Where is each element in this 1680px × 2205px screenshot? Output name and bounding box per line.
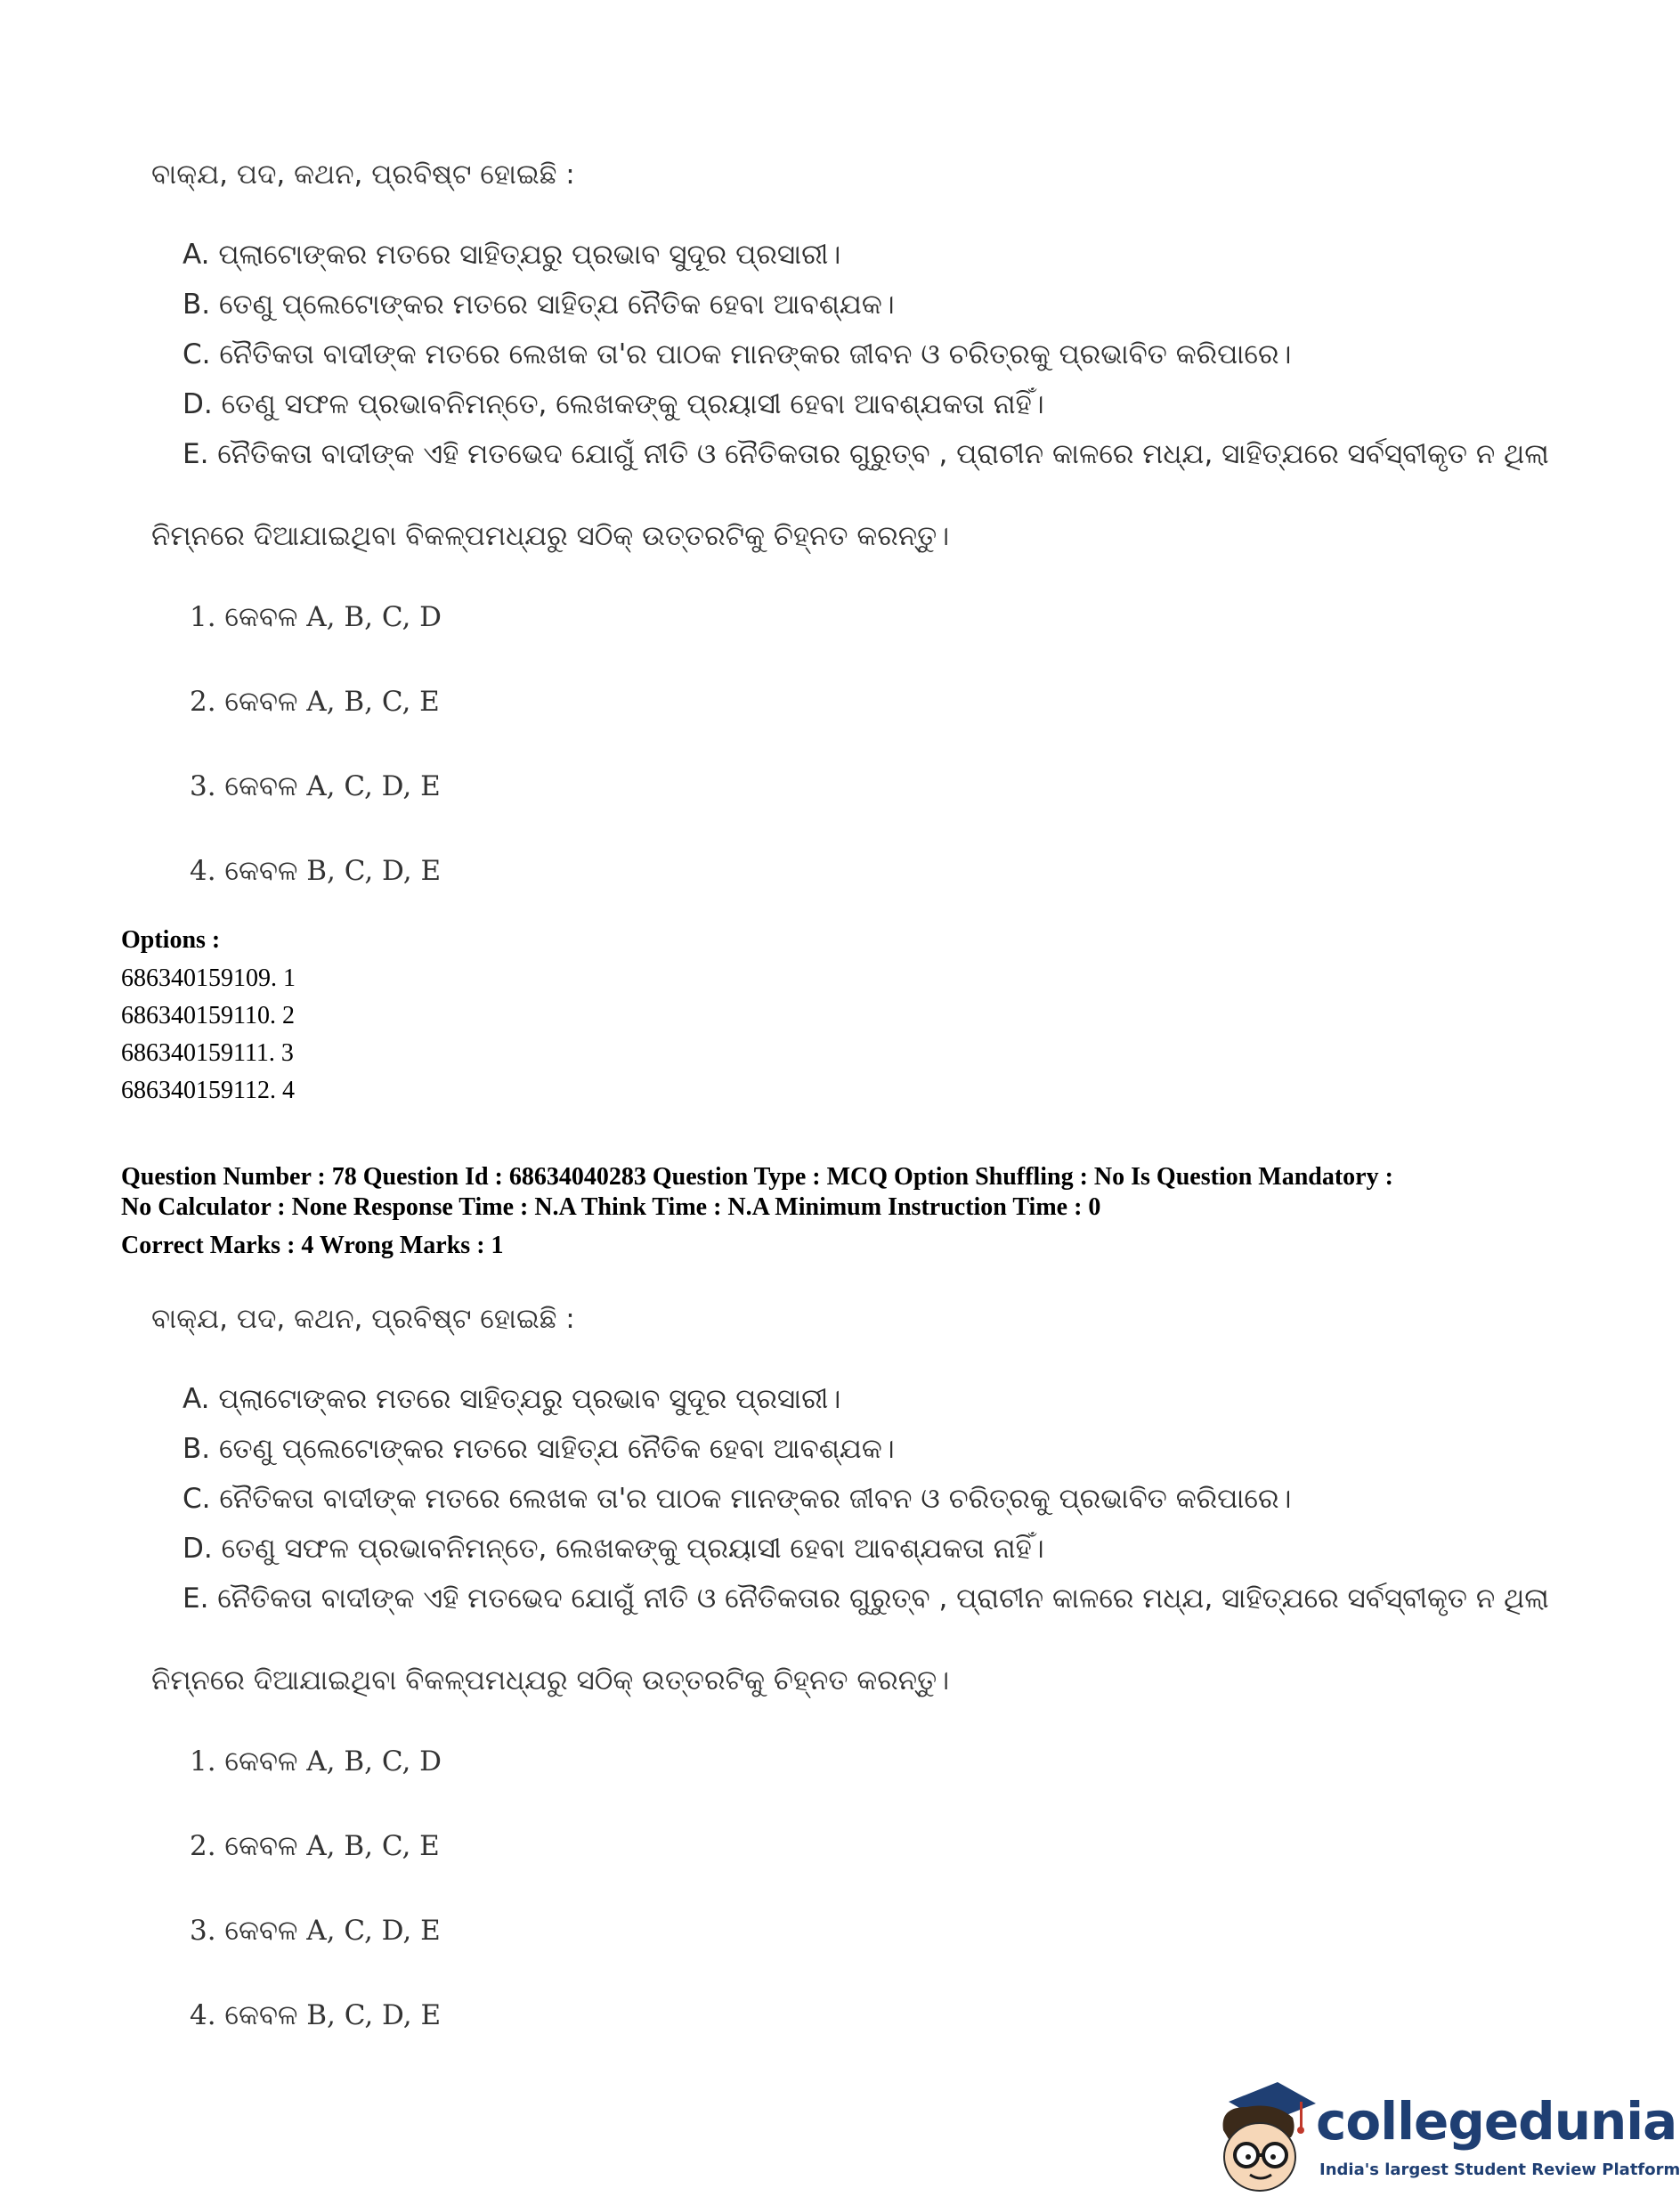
- statement-c: C. ନୈତିକତା ବାଦୀଙ୍କ ମତରେ ଲେଖକ ତା'ର ପାଠକ ମାନଙ୍କର ଜୀବନ ଓ ଚରିତ୍ରକୁ ପ୍ରଭାବିତ କରିପାରେ।: [183, 338, 1292, 370]
- options-heading: Options :: [121, 926, 221, 954]
- statement-e: E. ନୈତିକତା ବାଦୀଙ୍କ ଏହି ମତଭେଦ ଯୋଗୁଁ ନୀତି ଓ ନୈତିକତାର ଗୁରୁତ୍ବ , ପ୍ରାଚୀନ କାଳରେ ମଧ୍ଯ, ସାହିତ୍ଯରେ ସର୍ବସ୍ବୀକୃତ ନ ଥିଲା: [183, 438, 1549, 470]
- statement-d: D. ତେଣୁ ସଫଳ ପ୍ରଭାବନିମନ୍ତେ, ଲେଖକଙ୍କୁ ପ୍ରୟାସୀ ହେବା ଆବଶ୍ଯକତା ନାହିଁ।: [183, 1533, 1044, 1565]
- statement-a: A. ପ୍ଲାଟୋଙ୍କର ମତରେ ସାହିତ୍ଯରୁ ପ୍ରଭାବ ସୁଦୂର ପ୍ରସାରୀ।: [183, 239, 841, 271]
- logo-wordmark: collegedunia: [1316, 2091, 1677, 2152]
- statement-a: A. ପ୍ଲାଟୋଙ୍କର ମତରେ ସାହିତ୍ଯରୁ ପ୍ରଭାବ ସୁଦୂର ପ୍ରସାରୀ।: [183, 1383, 841, 1415]
- question-prompt: ନିମ୍ନରେ ଦିଆଯାଇଥିବା ବିକଳ୍ପମଧ୍ଯରୁ ସଠିକ୍ ଉତ୍ତରଟିକୁ ଚିହ୍ନତ କରନ୍ତୁ।: [151, 1664, 950, 1696]
- choice-4: 4. କେବଳ B, C, D, E: [190, 855, 442, 887]
- choice-2: 2. କେବଳ A, B, C, E: [190, 1830, 440, 1862]
- statement-b: B. ତେଣୁ ପ୍ଲେଟୋଙ୍କର ମତରେ ସାହିତ୍ଯ ନୈତିକ ହେବା ଆବଶ୍ଯକ।: [183, 1433, 895, 1465]
- question-intro: ବାକ୍ଯ, ପଦ, କଥନ, ପ୍ରବିଷ୍ଟ ହୋଇଛି :: [151, 1303, 575, 1335]
- choice-1: 1. କେବଳ A, B, C, D: [190, 601, 442, 633]
- question-prompt: ନିମ୍ନରେ ଦିଆଯାଇଥିବା ବିକଳ୍ପମଧ୍ଯରୁ ସଠିକ୍ ଉତ୍ତରଟିକୁ ଚିହ୍ନତ କରନ୍ତୁ।: [151, 520, 950, 552]
- collegedunia-logo: [1211, 2075, 1680, 2200]
- choice-4: 4. କେବଳ B, C, D, E: [190, 1999, 442, 2031]
- option-item: 686340159112. 4: [121, 1077, 295, 1104]
- statement-e: E. ନୈତିକତା ବାଦୀଙ୍କ ଏହି ମତଭେଦ ଯୋଗୁଁ ନୀତି ଓ ନୈତିକତାର ଗୁରୁତ୍ବ , ପ୍ରାଚୀନ କାଳରେ ମଧ୍ଯ, ସାହିତ୍ଯରେ ସର୍ବସ୍ବୀକୃତ ନ ଥିଲା: [183, 1583, 1549, 1615]
- option-item: 686340159111. 3: [121, 1039, 294, 1067]
- choice-2: 2. କେବଳ A, B, C, E: [190, 686, 440, 718]
- option-item: 686340159109. 1: [121, 964, 296, 992]
- option-item: 686340159110. 2: [121, 1002, 295, 1029]
- meta-line-2: No Calculator : None Response Time : N.A Think Time : N.A Minimum Instruction Time : 0: [121, 1193, 1101, 1221]
- meta-line-3: Correct Marks : 4 Wrong Marks : 1: [121, 1232, 504, 1259]
- question-intro: ବାକ୍ଯ, ପଦ, କଥନ, ପ୍ରବିଷ୍ଟ ହୋଇଛି :: [151, 159, 575, 191]
- statement-d: D. ତେଣୁ ସଫଳ ପ୍ରଭାବନିମନ୍ତେ, ଲେଖକଙ୍କୁ ପ୍ରୟାସୀ ହେବା ଆବଶ୍ଯକତା ନାହିଁ।: [183, 388, 1044, 420]
- graduate-mascot-icon: [1211, 2075, 1318, 2200]
- choice-1: 1. କେବଳ A, B, C, D: [190, 1745, 442, 1778]
- choice-3: 3. କେବଳ A, C, D, E: [190, 770, 441, 802]
- meta-line-1: Question Number : 78 Question Id : 68634040283 Question Type : MCQ Option Shuffling : No Is Question Mandatory :: [121, 1163, 1393, 1191]
- statement-b: B. ତେଣୁ ପ୍ଲେଟୋଙ୍କର ମତରେ ସାହିତ୍ଯ ନୈତିକ ହେବା ଆବଶ୍ଯକ।: [183, 289, 895, 321]
- statement-c: C. ନୈତିକତା ବାଦୀଙ୍କ ମତରେ ଲେଖକ ତା'ର ପାଠକ ମାନଙ୍କର ଜୀବନ ଓ ଚରିତ୍ରକୁ ପ୍ରଭାବିତ କରିପାରେ।: [183, 1483, 1292, 1515]
- choice-3: 3. କେବଳ A, C, D, E: [190, 1915, 441, 1947]
- logo-tagline: India's largest Student Review Platform: [1319, 2160, 1680, 2179]
